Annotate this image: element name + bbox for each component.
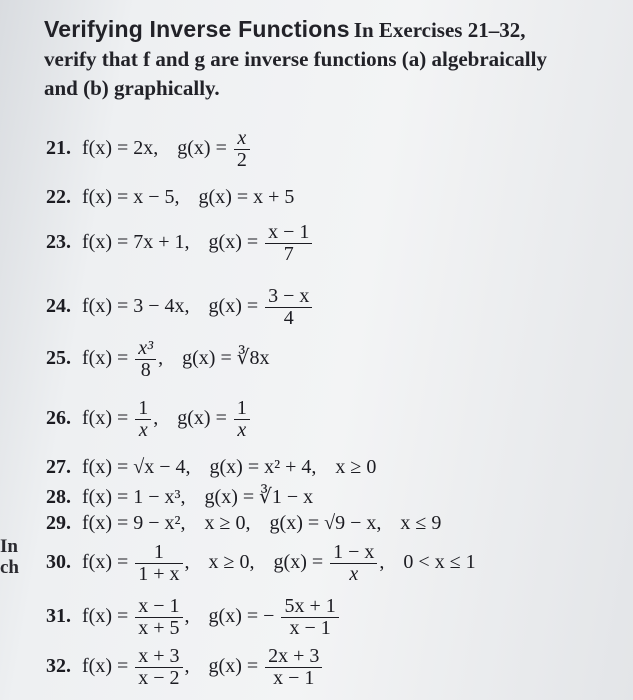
g-fraction: $\frac{5x + 1}{x - 1}$ bbox=[281, 596, 338, 639]
instruction-text: verify that f and g are inverse functions (a) algebraically bbox=[44, 47, 547, 71]
exercise-30: 30. f(x) = $\frac{1}{1 + x}$ , x ≥ 0, g(x) = $\frac{1 - x}{x}$ , 0 < x ≤ 1 bbox=[46, 541, 476, 585]
g-definition: g(x) = bbox=[177, 407, 227, 430]
exercise-22 bbox=[46, 186, 294, 209]
exercise-number: 23. bbox=[46, 231, 71, 254]
exercise-header bbox=[44, 16, 624, 104]
g-fraction: $\frac{3 - x}{4}$ bbox=[265, 286, 312, 329]
g-definition: g(x) = ∛8x bbox=[182, 347, 270, 370]
f-fraction: $\frac{\text{x³}}{8}$ bbox=[135, 338, 156, 381]
f-fraction: $\frac{1}{x}$ bbox=[135, 398, 151, 441]
domain-condition: x ≥ 0, bbox=[204, 512, 251, 534]
f-definition: f(x) = x − 5, bbox=[82, 186, 180, 208]
exercise-number: 31. bbox=[46, 605, 71, 628]
f-fraction: $\frac{x + 3}{x - 2}$ bbox=[135, 646, 182, 689]
f-definition: f(x) = 2x, bbox=[82, 137, 159, 160]
f-definition: f(x) = 3 − 4x, bbox=[82, 295, 190, 318]
g-definition: g(x) = x + 5 bbox=[198, 186, 295, 208]
exercise-number: 25. bbox=[46, 347, 71, 370]
g-definition: g(x) = bbox=[208, 655, 259, 678]
instruction-text: In Exercises 21–32, bbox=[353, 18, 526, 42]
domain-condition: x ≥ 0, bbox=[208, 551, 255, 574]
exercise-25: 25. f(x) = $\frac{\text{x³}}{8}$ , g(x) = ∛8x bbox=[46, 337, 270, 381]
g-definition: g(x) = bbox=[273, 551, 324, 574]
g-fraction: $\frac{x}{2}$ bbox=[234, 128, 250, 171]
exercise-26: 26. f(x) = $\frac{1}{x}$ , g(x) = $\frac{1}{x}$ bbox=[46, 398, 252, 441]
f-definition: f(x) = bbox=[82, 551, 129, 574]
domain-condition: x ≤ 9 bbox=[400, 512, 442, 534]
exercise-number: 32. bbox=[46, 655, 71, 678]
f-fraction: $\frac{1}{1 + x}$ bbox=[135, 542, 182, 585]
g-fraction: $\frac{1 - x}{x}$ bbox=[330, 542, 377, 585]
f-definition: f(x) = 7x + 1, bbox=[82, 231, 190, 254]
f-definition: f(x) = bbox=[82, 655, 129, 678]
g-definition: g(x) = ∛1 − x bbox=[204, 486, 314, 508]
f-definition: f(x) = √x − 4, bbox=[82, 456, 191, 478]
f-definition: f(x) = bbox=[82, 605, 129, 628]
exercise-29 bbox=[46, 512, 441, 535]
g-fraction: $\frac{2x + 3}{x - 1}$ bbox=[265, 646, 322, 689]
exercise-number: 26. bbox=[46, 407, 71, 430]
exercise-27 bbox=[46, 456, 376, 479]
domain-condition: 0 < x ≤ 1 bbox=[403, 551, 476, 574]
g-fraction: $\frac{1}{x}$ bbox=[234, 398, 250, 441]
f-fraction: $\frac{x - 1}{x + 5}$ bbox=[135, 596, 182, 639]
margin-text-fragment: In bbox=[0, 536, 18, 557]
g-definition: g(x) = x² + 4, bbox=[209, 456, 317, 478]
exercise-number: 22. bbox=[46, 186, 71, 208]
exercise-28 bbox=[46, 484, 313, 509]
f-definition: f(x) = 9 − x², bbox=[82, 512, 186, 534]
exercise-24 bbox=[46, 286, 314, 329]
exercise-number: 24. bbox=[46, 295, 71, 318]
exercise-number: 28. bbox=[46, 486, 71, 508]
instruction-text: and (b) graphically. bbox=[44, 76, 220, 100]
f-definition: f(x) = bbox=[82, 347, 129, 370]
exercise-21 bbox=[46, 128, 252, 171]
margin-text-fragment: ch bbox=[0, 557, 19, 578]
section-title: Verifying Inverse Functions bbox=[44, 16, 350, 42]
exercise-32: 32. f(x) = $\frac{x + 3}{x - 2}$ , g(x) = $\frac{2x + 3}{x - 1}$ bbox=[46, 646, 324, 689]
exercise-23 bbox=[46, 222, 314, 265]
g-definition: g(x) = bbox=[208, 231, 259, 254]
exercise-number: 30. bbox=[46, 551, 71, 574]
g-fraction: $\frac{x - 1}{7}$ bbox=[265, 222, 312, 265]
g-definition: g(x) = bbox=[208, 295, 259, 318]
exercise-number: 27. bbox=[46, 456, 71, 478]
g-definition: g(x) = bbox=[177, 137, 227, 160]
g-definition: g(x) = − bbox=[208, 605, 275, 628]
exercise-31: 31. f(x) = $\frac{x - 1}{x + 5}$ , g(x) = − $\frac{5x + 1}{x - 1}$ bbox=[46, 596, 341, 639]
exercise-number: 21. bbox=[46, 137, 71, 160]
exercise-number: 29. bbox=[46, 512, 71, 534]
domain-condition: x ≥ 0 bbox=[335, 456, 377, 478]
f-definition: f(x) = bbox=[82, 407, 129, 430]
f-definition: f(x) = 1 − x³, bbox=[82, 486, 186, 508]
g-definition: g(x) = √9 − x, bbox=[269, 512, 382, 534]
